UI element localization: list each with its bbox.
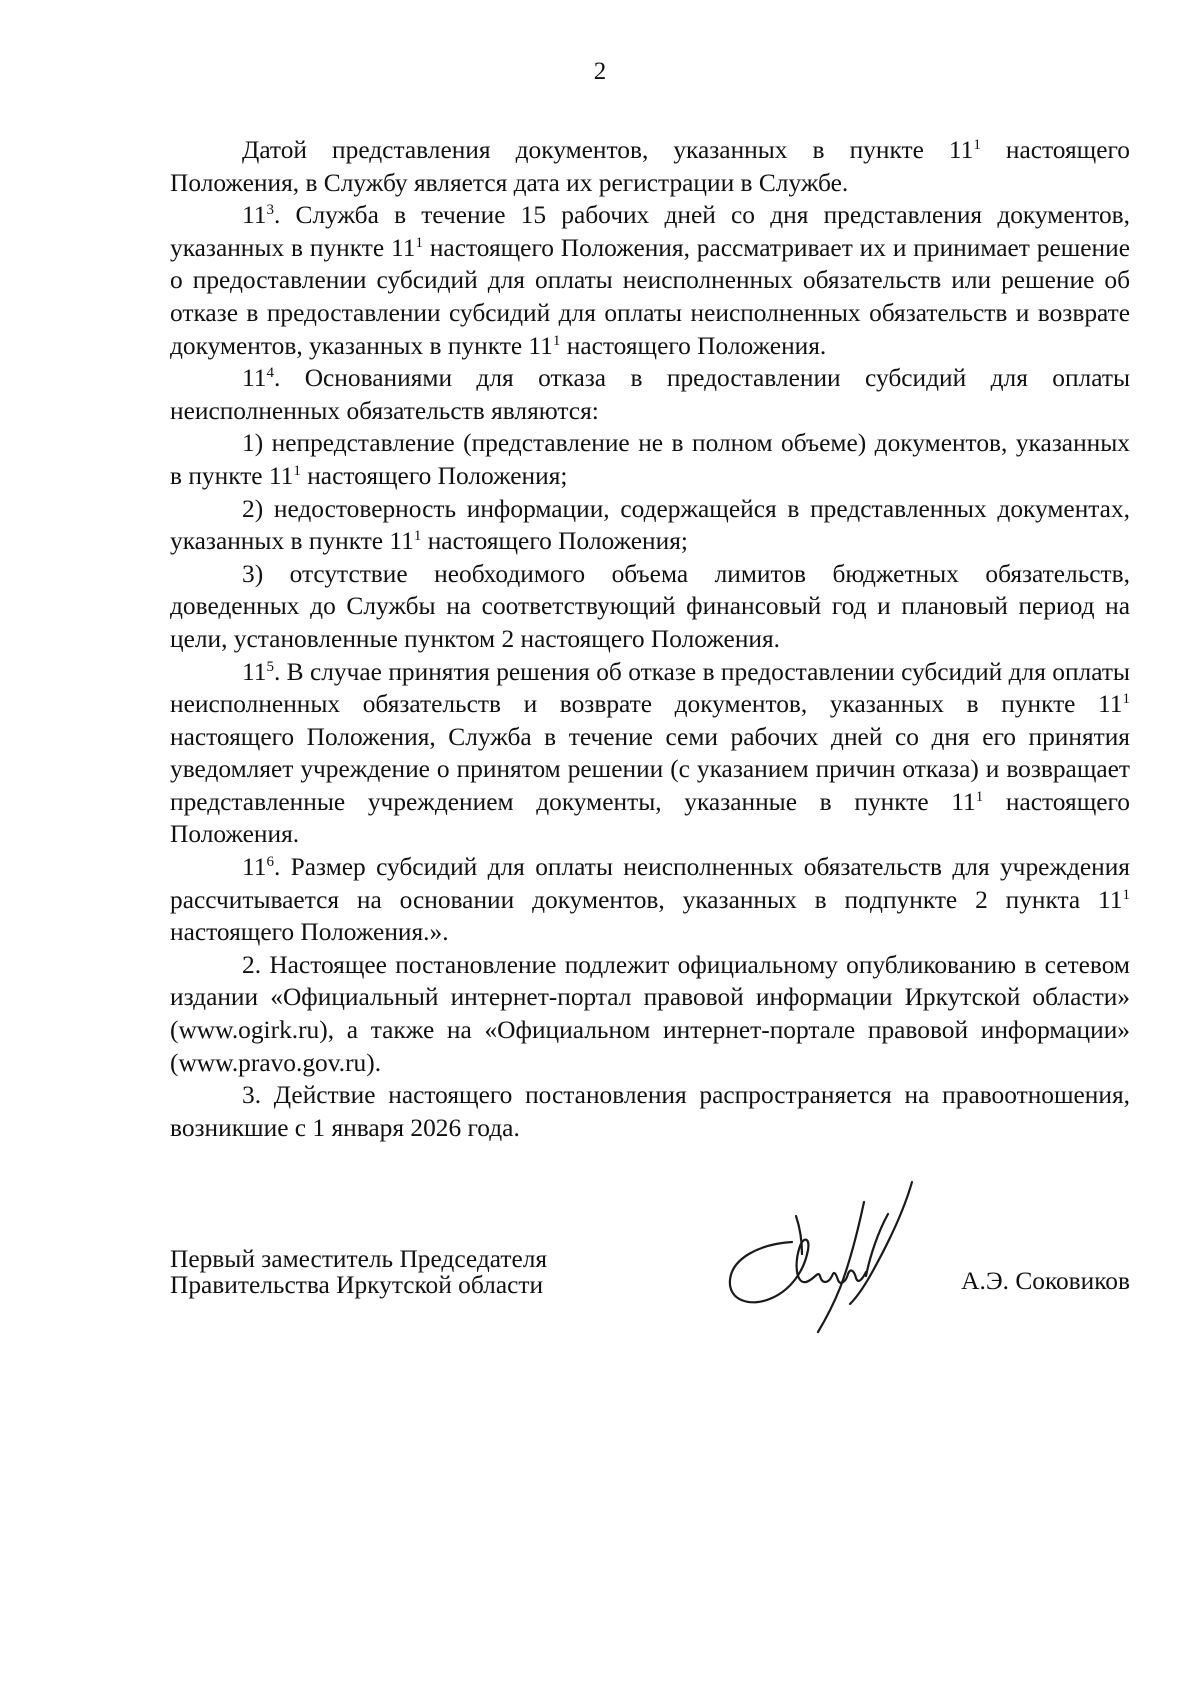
page-number: 2: [593, 58, 607, 85]
paragraph-text: настоящего Положения;: [421, 527, 688, 556]
paragraph: [170, 1079, 1130, 1144]
signatory-position-line-2: Правительства Иркутской области: [170, 1271, 544, 1299]
paragraph-text: настоящего Положения, рассматривает их и принимает решение о предоставлении субсидий для оплаты неисполненных обязательств или решение об отказе в предоставлении субсидий для оплаты неисполненных обязательств и возврате документов, указанных в пункте 11: [170, 233, 1130, 360]
superscript: 5: [266, 658, 274, 675]
paragraph-text: 3. Действие настоящего постановления распространяется на правоотношения, возникшие с 1 января 2026 года.: [170, 1081, 1130, 1142]
paragraph-text: . Служба в течение 15 рабочих дней со дня представления документов, указанных в пункте 11: [170, 201, 1130, 262]
superscript: 1: [552, 332, 561, 349]
paragraph: [170, 199, 1130, 362]
superscript: 1: [415, 234, 423, 251]
paragraph-text: 2. Настоящее постановление подлежит официальному опубликованию в сетевом издании «Официальный интернет-портал правовой информации Иркутской области» (www.ogirk.ru), а также на «Официальном интернет-портале правовой информации» (www.pravo.gov.ru).: [170, 950, 1130, 1077]
paragraph: [170, 493, 1130, 558]
signatory-name: А.Э. Соковиков: [961, 1267, 1130, 1295]
paragraph: [170, 558, 1130, 656]
superscript: 1: [973, 137, 981, 153]
superscript: 1: [413, 528, 422, 545]
paragraph-text: 11: [242, 853, 267, 882]
paragraph-text: настоящего Положения.: [170, 787, 1130, 849]
superscript: 6: [266, 854, 274, 871]
paragraph-text: . Размер субсидий для оплаты неисполненных обязательств для учреждения рассчитывается на основании документов, указанных в подпункте 2 пункта 11: [170, 853, 1130, 914]
superscript: 1: [293, 462, 301, 479]
paragraph-text: настоящего Положения, в Службу является дата их регистрации в Службе.: [170, 136, 1130, 197]
paragraph: [170, 134, 1130, 199]
paragraph: [170, 851, 1130, 949]
paragraph-text: 2) недостоверность информации, содержащейся в представленных документах, указанных в пункте 11: [170, 494, 1130, 556]
superscript: 3: [266, 202, 274, 219]
signatory-position: [170, 1246, 547, 1298]
signatory-position-line-1: Первый заместитель Председателя: [170, 1245, 548, 1273]
paragraph-text: 1) непредставление (представление не в полном объеме) документов, указанных в пункте 11: [170, 429, 1130, 490]
superscript: 4: [266, 365, 274, 382]
paragraph-text: Датой представления документов, указанных в пункте 11: [242, 136, 974, 164]
paragraph: [170, 656, 1130, 852]
paragraph-text: настоящего Положения.: [560, 331, 827, 360]
paragraph: [170, 949, 1130, 1079]
paragraph-text: 11: [242, 657, 267, 686]
paragraph-text: . В случае принятия решения об отказе в предоставлении субсидий для оплаты неисполненных обязательств и возврате документов, указанных в пункте 11: [170, 657, 1130, 719]
paragraph-text: настоящего Положения.».: [170, 918, 449, 947]
paragraph-text: настоящего Положения, Служба в течение семи рабочих дней со дня его принятия уведомляет учреждение о принятом решении (с указанием причин отказа) и возвращает представленные учреждением документы, указанные в пункте 11: [170, 722, 1130, 816]
paragraph-text: 11: [242, 201, 267, 230]
superscript: 1: [1122, 691, 1130, 708]
paragraph: [170, 362, 1130, 427]
paragraph: [170, 427, 1130, 492]
superscript: 1: [1122, 886, 1130, 903]
handwritten-signature: [720, 1180, 950, 1340]
paragraph-text: настоящего Положения;: [300, 461, 568, 490]
document-body: [170, 134, 1130, 1144]
paragraph-text: 11: [242, 364, 267, 393]
paragraph-text: . Основаниями для отказа в предоставлении субсидий для оплаты неисполненных обязательств являются:: [170, 364, 1130, 425]
superscript: 1: [975, 788, 984, 805]
paragraph-text: 3) отсутствие необходимого объема лимитов бюджетных обязательств, доведенных до Службы на соответствующий финансовый год и плановый период на цели, установленные пунктом 2 настоящего Положения.: [170, 559, 1130, 653]
